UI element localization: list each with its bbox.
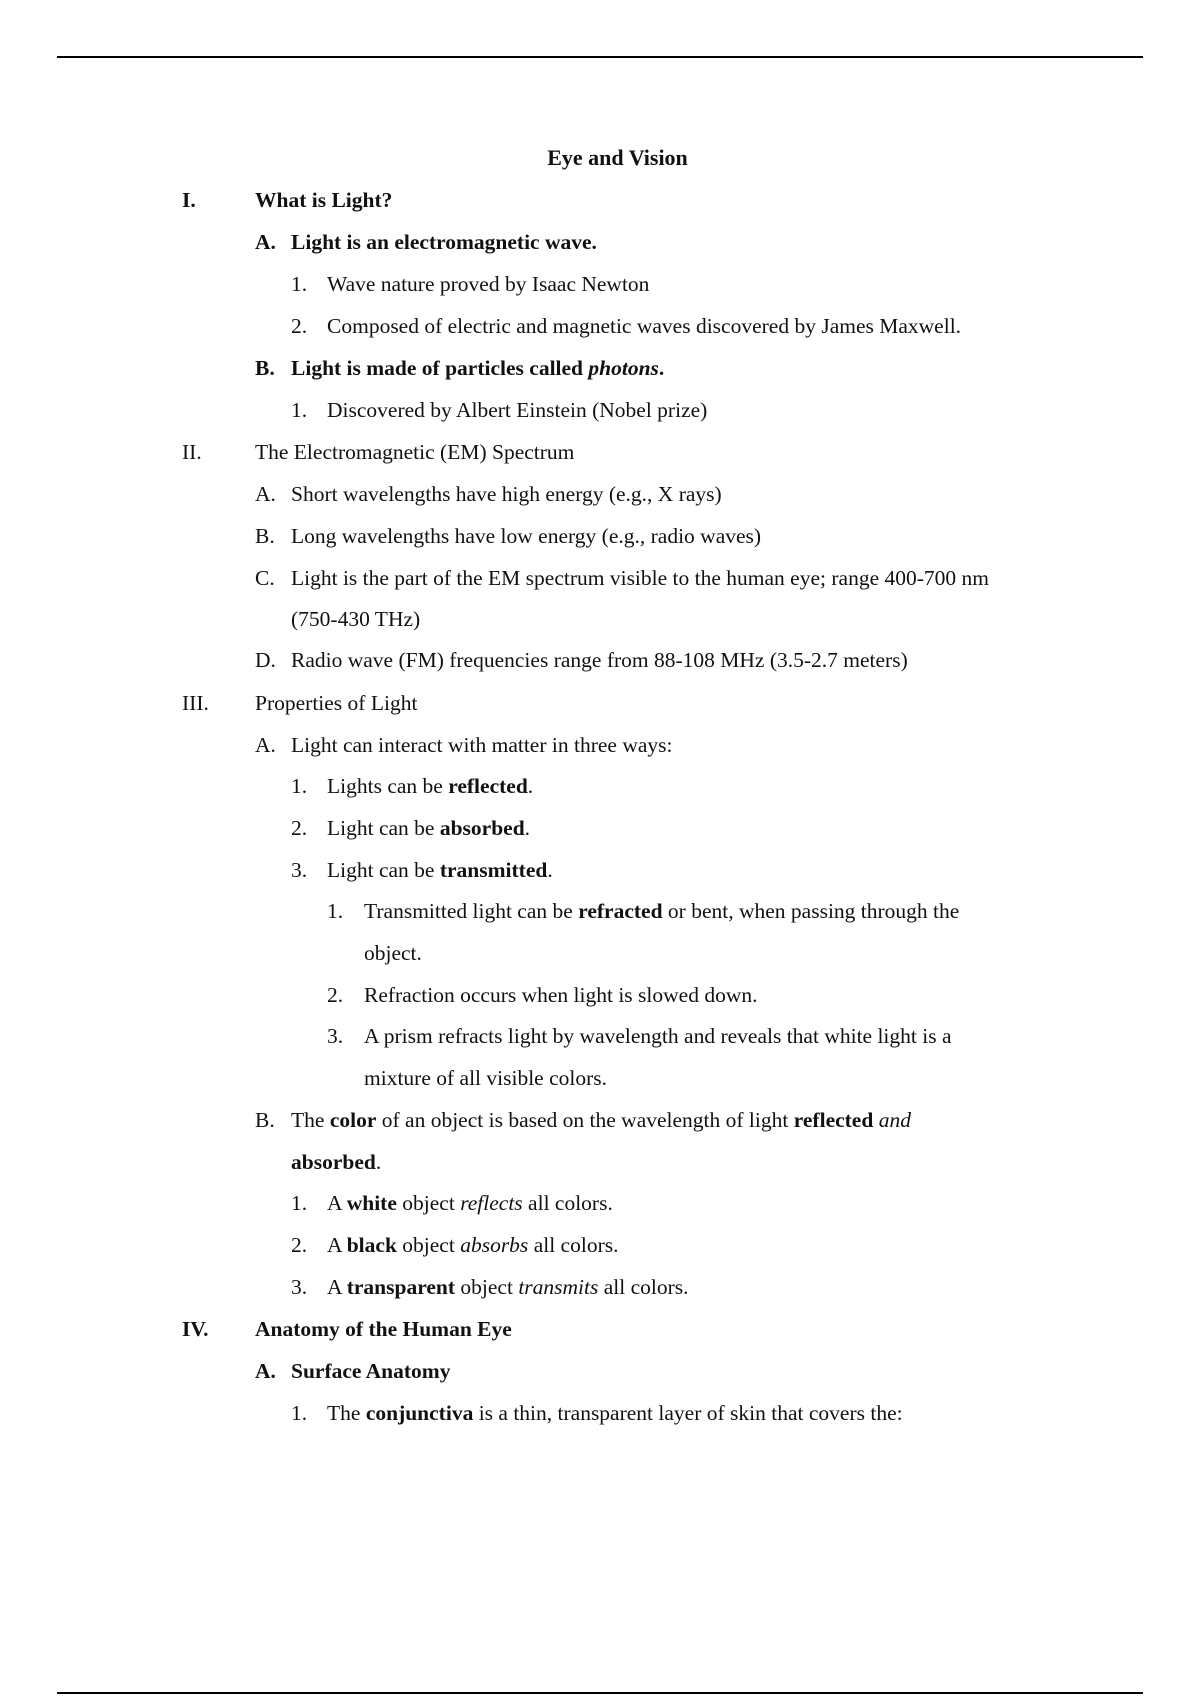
text-run: Lights can be — [327, 774, 449, 798]
list-item — [364, 898, 959, 924]
list-item: Long wavelengths have low energy (e.g., radio waves) — [291, 524, 762, 548]
list-marker: 2. — [291, 816, 308, 840]
text-run: object — [396, 1233, 461, 1257]
text-run: Light can be — [327, 858, 440, 882]
list-marker: B. — [255, 356, 275, 380]
section-number: III. — [182, 691, 209, 715]
list-marker: 3. — [291, 858, 308, 882]
list-marker: B. — [255, 524, 275, 548]
text-run: Light is made of particles called — [291, 356, 589, 380]
list-marker: 1. — [291, 774, 308, 798]
text-run: A — [327, 1233, 347, 1257]
bold-term: absorbed — [291, 1150, 376, 1174]
section-number: IV. — [182, 1317, 209, 1341]
list-item: Light can interact with matter in three ways: — [291, 733, 673, 757]
text-run: Transmitted light can be — [364, 899, 579, 923]
list-marker: C. — [255, 566, 275, 590]
text-run: all colors. — [598, 1275, 689, 1299]
bold-term: refracted — [578, 899, 663, 923]
list-marker: A. — [255, 482, 276, 506]
list-item — [327, 1400, 903, 1426]
list-item: Discovered by Albert Einstein (Nobel prize) — [327, 398, 708, 422]
section-heading: Anatomy of the Human Eye — [255, 1317, 512, 1341]
list-item: Refraction occurs when light is slowed down. — [364, 983, 758, 1007]
section-number: II. — [182, 440, 202, 464]
text-run: . — [375, 1150, 382, 1174]
list-item: Short wavelengths have high energy (e.g., X rays) — [291, 482, 722, 506]
list-item — [327, 1232, 618, 1258]
list-marker: 1. — [291, 272, 308, 296]
text-run: A — [327, 1275, 347, 1299]
section-heading: The Electromagnetic (EM) Spectrum — [255, 440, 575, 464]
list-marker: 3. — [327, 1024, 344, 1048]
page-title: Eye and Vision — [547, 145, 688, 170]
list-item: Composed of electric and magnetic waves discovered by James Maxwell. — [327, 314, 962, 338]
bold-term: reflected — [793, 1108, 874, 1132]
bold-term: white — [346, 1191, 397, 1215]
list-item: Radio wave (FM) frequencies range from 88-108 MHz (3.5-2.7 meters) — [291, 648, 908, 672]
list-marker: A. — [255, 1359, 276, 1383]
section-heading: Properties of Light — [255, 691, 418, 715]
list-marker: 3. — [291, 1275, 308, 1299]
header-rule — [57, 56, 1143, 58]
text-run: . — [547, 858, 553, 882]
list-marker: A. — [255, 733, 276, 757]
text-run: or bent, when passing through the — [662, 899, 960, 923]
list-marker: 2. — [291, 1233, 308, 1257]
list-item: Wave nature proved by Isaac Newton — [327, 272, 650, 296]
emphasis-text: and — [878, 1108, 911, 1132]
bold-term: conjunctiva — [365, 1401, 474, 1425]
text-run: object — [396, 1191, 461, 1215]
list-item — [327, 1274, 689, 1300]
list-item-continuation: object. — [364, 941, 422, 965]
list-item — [327, 815, 530, 841]
list-marker: A. — [255, 230, 276, 254]
text-run: all colors. — [522, 1191, 613, 1215]
bold-term: absorbed — [439, 816, 525, 840]
text-run: . — [524, 816, 531, 840]
list-item: Light is an electromagnetic wave. — [291, 230, 597, 254]
list-marker: 1. — [327, 899, 344, 923]
list-marker: 1. — [291, 1401, 308, 1425]
text-run: A — [327, 1191, 347, 1215]
list-marker: 2. — [327, 983, 344, 1007]
footer-rule — [57, 1692, 1143, 1694]
text-run: of an object is based on the wavelength of light — [376, 1108, 794, 1132]
list-item — [327, 857, 553, 883]
list-item: A prism refracts light by wavelength and reveals that white light is a — [364, 1024, 952, 1048]
bold-term: reflected — [448, 774, 528, 798]
list-marker: 1. — [291, 398, 308, 422]
emphasis-text: photons — [588, 356, 659, 380]
text-run: all colors. — [528, 1233, 619, 1257]
list-item: Light is the part of the EM spectrum visible to the human eye; range 400-700 nm — [291, 566, 989, 590]
list-item — [327, 1190, 613, 1216]
list-marker: 2. — [291, 314, 308, 338]
emphasis-text: absorbs — [460, 1233, 529, 1257]
section-number: I. — [182, 188, 196, 212]
list-item-continuation: mixture of all visible colors. — [364, 1066, 608, 1090]
list-marker: D. — [255, 648, 276, 672]
list-marker: 1. — [291, 1191, 308, 1215]
bold-term: transmitted — [439, 858, 548, 882]
bold-term: color — [329, 1108, 377, 1132]
list-item — [291, 1107, 911, 1133]
list-marker: B. — [255, 1108, 275, 1132]
list-item — [327, 773, 533, 799]
bold-term: transparent — [346, 1275, 456, 1299]
section-heading: What is Light? — [255, 188, 393, 212]
list-item: Surface Anatomy — [291, 1359, 451, 1383]
text-run: is a thin, transparent layer of skin that covers the: — [473, 1401, 903, 1425]
list-item-continuation: (750-430 THz) — [291, 607, 421, 631]
text-run: The — [327, 1401, 366, 1425]
text-run: The — [291, 1108, 330, 1132]
emphasis-text: transmits — [518, 1275, 599, 1299]
text-run: object — [455, 1275, 519, 1299]
text-run: Light can be — [327, 816, 440, 840]
emphasis-text: reflects — [460, 1191, 523, 1215]
text-run: . — [527, 774, 534, 798]
list-item — [291, 355, 664, 381]
text-run: . — [658, 356, 665, 380]
bold-term: black — [346, 1233, 397, 1257]
list-item-continuation — [291, 1149, 381, 1175]
